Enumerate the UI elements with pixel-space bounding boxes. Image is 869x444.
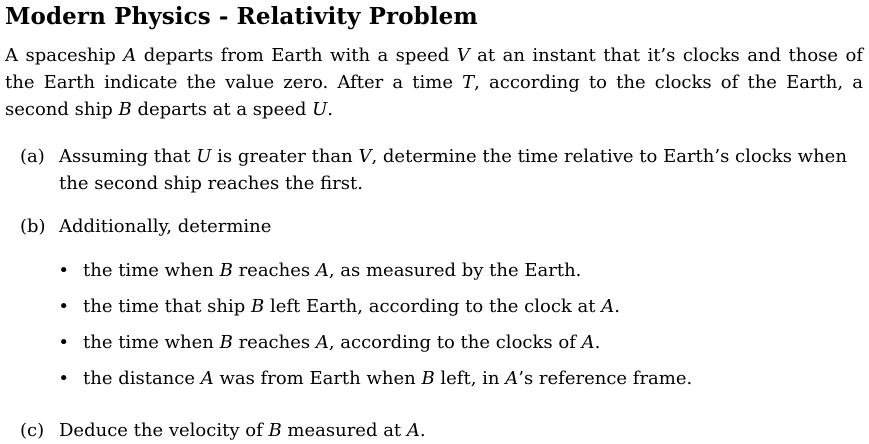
math-var: B xyxy=(421,368,435,389)
bullet-icon: • xyxy=(58,260,69,281)
page-title: Modern Physics - Relativity Problem xyxy=(5,3,478,30)
bullet-segment: , according to the clocks of xyxy=(328,332,582,353)
math-var: B xyxy=(219,332,233,353)
bullet-segment: the time that ship xyxy=(83,296,251,317)
question-parts xyxy=(5,143,863,444)
part-c-text xyxy=(59,417,863,444)
intro-text: , according to the clocks of the Earth, a second ship xyxy=(5,72,863,120)
part-a-label: (a) xyxy=(20,146,45,167)
bullet-segment: ’s reference frame. xyxy=(518,368,693,389)
math-var: B xyxy=(118,99,132,120)
bullet-segment: left, in xyxy=(434,368,506,389)
bullet-segment: the time when xyxy=(83,260,220,281)
math-var: A xyxy=(200,368,214,389)
bullet-item xyxy=(35,293,863,320)
part-c xyxy=(5,417,863,444)
bullet-segment: the time when xyxy=(83,332,220,353)
part-b-body xyxy=(59,213,863,401)
bullet-segment: . xyxy=(594,332,601,353)
math-var: B xyxy=(268,420,282,441)
math-var: A xyxy=(315,260,329,281)
math-var: U xyxy=(312,99,328,120)
part-c-label: (c) xyxy=(20,420,45,441)
intro-text: at an instant that it’s clocks and those of the Earth indicate the value zero. After a time xyxy=(5,45,864,93)
part-a xyxy=(5,143,863,197)
math-var: U xyxy=(196,146,212,167)
bullet-item xyxy=(35,257,863,284)
bullet-text xyxy=(83,365,863,392)
bullet-segment: left Earth, according to the clock at xyxy=(264,296,602,317)
intro-text: A spaceship xyxy=(5,45,124,66)
bullet-segment: the distance xyxy=(83,368,201,389)
bullet-icon: • xyxy=(58,296,69,317)
part-b-bullet-list xyxy=(35,257,863,392)
part-text: . xyxy=(419,420,426,441)
bullet-icon: • xyxy=(58,368,69,389)
intro-text: . xyxy=(327,99,334,120)
part-text: Deduce the velocity of xyxy=(59,420,269,441)
bullet-text xyxy=(83,257,863,284)
bullet-segment: was from Earth when xyxy=(213,368,422,389)
intro-text: departs at a speed xyxy=(131,99,313,120)
bullet-item xyxy=(35,365,863,392)
bullet-icon: • xyxy=(58,332,69,353)
math-var: V xyxy=(456,45,470,66)
math-var: A xyxy=(406,420,420,441)
math-var: V xyxy=(358,146,372,167)
part-b-text: Additionally, determine xyxy=(59,216,272,237)
part-a-text xyxy=(59,143,863,197)
part-text: Assuming that xyxy=(59,146,197,167)
bullet-text xyxy=(83,293,863,320)
part-text: measured at xyxy=(281,420,407,441)
bullet-text xyxy=(83,329,863,356)
part-text: , determine the time relative to Earth’s clocks when the second ship reaches the first. xyxy=(59,146,847,194)
part-b xyxy=(5,213,863,401)
problem-statement xyxy=(5,42,863,123)
bullet-segment: . xyxy=(614,296,620,317)
bullet-item xyxy=(35,329,863,356)
math-var: A xyxy=(601,296,615,317)
math-var: A xyxy=(315,332,329,353)
bullet-segment: , as measured by the Earth. xyxy=(328,260,582,281)
math-var: B xyxy=(250,296,265,317)
bullet-segment: reaches xyxy=(232,332,316,353)
part-text: is greater than xyxy=(211,146,359,167)
part-b-label: (b) xyxy=(20,216,46,237)
intro-text: departs from Earth with a speed xyxy=(136,45,457,66)
math-var: B xyxy=(219,260,233,281)
math-var: A xyxy=(123,45,137,66)
math-var: T xyxy=(462,72,475,93)
math-var: A xyxy=(581,332,595,353)
math-var: A xyxy=(505,368,519,389)
bullet-segment: reaches xyxy=(232,260,316,281)
